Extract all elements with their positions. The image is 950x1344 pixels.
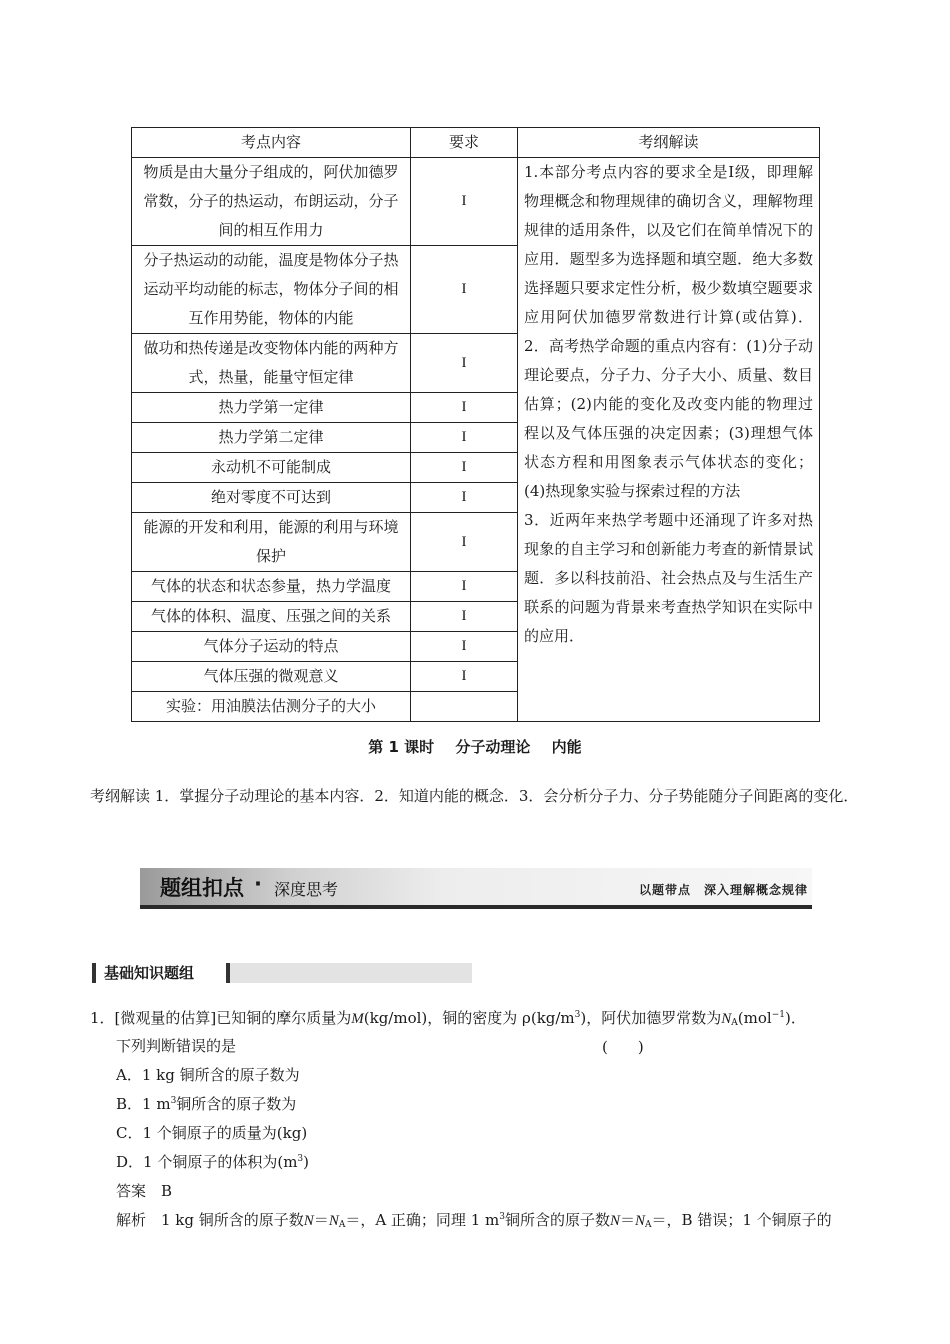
lesson-title xyxy=(0,736,950,757)
header-explanation: 考纲解读 xyxy=(518,128,820,158)
section-label: 基础知识题组 xyxy=(104,964,195,982)
table-header-row xyxy=(132,128,820,158)
row-level: I xyxy=(411,246,518,334)
table-row xyxy=(132,158,820,246)
row-content: 能源的开发和利用，能源的利用与环境保护 xyxy=(132,513,411,572)
stem-text: 1．[微观量的估算]已知铜的摩尔质量为 xyxy=(90,1009,352,1027)
explanation-text: ＝ xyxy=(620,1211,636,1229)
exponent: 3 xyxy=(170,1096,177,1106)
option-text: 铜所含的原子数为 xyxy=(176,1095,297,1113)
avogadro-symbol: N xyxy=(328,1213,339,1229)
row-content: 分子热运动的动能，温度是物体分子热运动平均动能的标志，物体分子间的相互作用势能，物体的内能 xyxy=(132,246,411,334)
section-header xyxy=(92,963,472,983)
explanation-paragraph-1: 1.本部分考点内容的要求全是Ⅰ级，即理解物理概念和物理规律的确切含义，理解物理规律的适用条件，以及它们在简单情况下的应用．题型多为选择题和填空题．绝大多数选择题只要求定性分析，极少数填空题要求应用阿伏加德罗常数进行计算(或估算)． 2．高考热学命题的重点内容有：(1)分子动理论要点，分子力、分子大小、质量、数目估算；(2)内能的变化及改变内能的物理过程以及气体压强的决定因素；(3)理想气体状态方程和用图象表示气体状态的变化；(4)热现象实验与探索过程的方法 xyxy=(524,163,813,500)
lesson-number: 第 1 课时 xyxy=(368,738,435,756)
banner-subtitle: 深度思考 xyxy=(274,880,339,899)
exponent: 3 xyxy=(297,1154,304,1164)
question-stem xyxy=(90,1008,806,1029)
row-level: I xyxy=(411,393,518,423)
lesson-topic: 分子动理论 xyxy=(455,738,531,756)
question-stem-line2: 下列判断错误的是 xyxy=(116,1037,237,1055)
stem-text: (mol xyxy=(737,1009,772,1027)
syllabus-table xyxy=(131,127,820,722)
subscript: A xyxy=(731,1018,738,1028)
option-d xyxy=(116,1152,309,1172)
exponent: 3 xyxy=(499,1212,505,1222)
option-text: B．1 m xyxy=(116,1095,171,1113)
count-symbol: N xyxy=(303,1213,314,1229)
row-content: 永动机不可能制成 xyxy=(132,453,411,483)
avogadro-symbol: N xyxy=(721,1011,732,1027)
option-c: C．1 个铜原子的质量为(kg) xyxy=(116,1124,308,1142)
row-content: 气体的状态和状态参量，热力学温度 xyxy=(132,572,411,602)
option-b xyxy=(116,1094,296,1114)
row-level: I xyxy=(411,423,518,453)
explanation xyxy=(116,1210,832,1231)
subscript: A xyxy=(338,1220,346,1230)
row-content: 实验：用油膜法估测分子的大小 xyxy=(132,692,411,722)
row-content: 热力学第一定律 xyxy=(132,393,411,423)
explanation-text: 解析 1 kg 铜所含的原子数 xyxy=(116,1211,304,1229)
section-marker-right xyxy=(226,963,230,983)
banner-underline xyxy=(140,905,812,909)
row-content: 气体压强的微观意义 xyxy=(132,662,411,692)
explanation-paragraph-2: 3．近两年来热学考题中还涌现了许多对热现象的自主学习和创新能力考查的新情景试题．多以科技前沿、社会热点及与生活生产联系的问题为背景来考查热学知识在实际中的应用． xyxy=(524,511,813,645)
row-level: I xyxy=(411,513,518,572)
header-level: 要求 xyxy=(411,128,518,158)
stem-text: )，阿伏加德罗常数为 xyxy=(580,1009,722,1027)
count-symbol: N xyxy=(609,1213,620,1229)
explanation-text: ＝，A 正确；同理 1 m xyxy=(345,1211,500,1229)
option-text: ) xyxy=(303,1153,310,1171)
option-a: A．1 kg 铜所含的原子数为 xyxy=(116,1066,300,1084)
row-level: I xyxy=(411,483,518,513)
banner-slogan: 以题带点 深入理解概念规律 xyxy=(638,883,808,897)
row-level: I xyxy=(411,334,518,393)
row-content: 绝对零度不可达到 xyxy=(132,483,411,513)
banner-dot: · xyxy=(254,872,262,896)
row-level xyxy=(411,692,518,722)
stem-text: )． xyxy=(784,1009,806,1027)
option-text: D．1 个铜原子的体积为(m xyxy=(116,1153,298,1171)
row-level: I xyxy=(411,158,518,246)
section-marker-left xyxy=(92,963,96,983)
row-content: 热力学第二定律 xyxy=(132,423,411,453)
row-level: I xyxy=(411,453,518,483)
section-banner xyxy=(140,868,812,910)
row-level: I xyxy=(411,602,518,632)
avogadro-symbol: N xyxy=(635,1213,646,1229)
answer: 答案 B xyxy=(116,1182,173,1200)
answer-bracket: ( ) xyxy=(602,1038,644,1056)
row-level: I xyxy=(411,662,518,692)
header-content: 考点内容 xyxy=(132,128,411,158)
stem-text: (kg/mol)，铜的密度为 ρ(kg/m xyxy=(363,1009,575,1027)
row-content: 气体分子运动的特点 xyxy=(132,632,411,662)
exponent: −1 xyxy=(771,1010,785,1020)
row-level: I xyxy=(411,632,518,662)
row-content: 气体的体积、温度、压强之间的关系 xyxy=(132,602,411,632)
explanation-text: 铜所含的原子数 xyxy=(504,1211,610,1229)
row-content: 物质是由大量分子组成的，阿伏加德罗常数，分子的热运动，布朗运动，分子间的相互作用力 xyxy=(132,158,411,246)
lesson-subtopic: 内能 xyxy=(551,738,582,756)
subscript: A xyxy=(645,1220,652,1230)
explanation-text: ＝ xyxy=(313,1211,329,1229)
syllabus-explanation xyxy=(518,158,820,722)
exponent: 3 xyxy=(574,1010,581,1020)
molar-mass-symbol: M xyxy=(351,1011,364,1027)
explanation-text: ＝，B 错误；1 个铜原子的 xyxy=(651,1211,832,1229)
row-content: 做功和热传递是改变物体内能的两种方式，热量，能量守恒定律 xyxy=(132,334,411,393)
row-level: I xyxy=(411,572,518,602)
banner-title: 题组扣点 xyxy=(160,876,244,900)
syllabus-guide: 考纲解读 1．掌握分子动理论的基本内容．2．知道内能的概念．3．会分析分子力、分子势能随分子间距离的变化． xyxy=(90,787,859,805)
